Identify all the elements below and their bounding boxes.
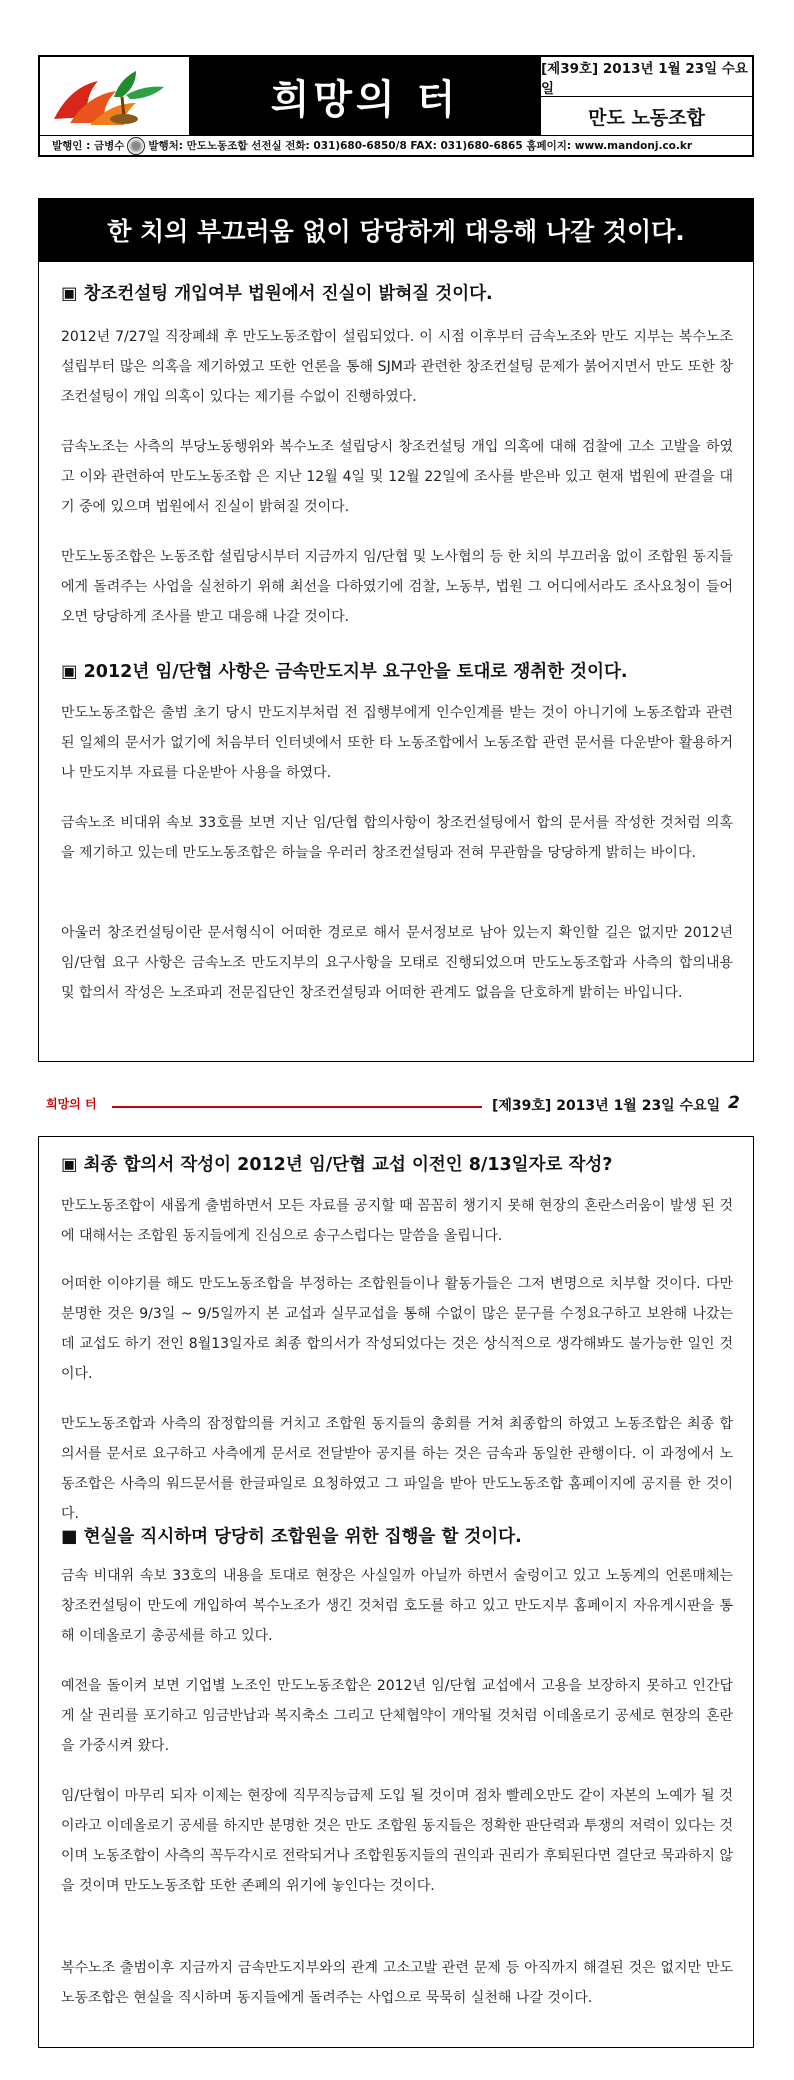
paragraph: 임/단협이 마무리 되자 이제는 현장에 직무직능급제 도입 될 것이며 점차 빨레오만도 같이 자본의 노예가 될 것이라고 이데올로기 공세를 하지만 분명한 것은 만도 조합원 동지들은 정확한 판단력과 투쟁의 저력이 있다는 것이며 노동조합이 사측의 꼭두각시로 전락되거나 조합원동지들의 권익과 권리가 후퇴된다면 결단코 묵과하지 않을 것이며 만도노동조합 또한 존폐의 위기에 놓인다는 것이다. xyxy=(61,1788,733,1894)
paragraph: 만도노동조합이 새롭게 출범하면서 모든 자료를 공지할 때 꼼꼼히 챙기지 못해 현장의 혼란스러움이 발생 된 것에 대해서는 조합원 동지들에게 진심으로 송구스럽다는 말씀을 올립니다. xyxy=(61,1198,733,1244)
union-seal-icon xyxy=(127,137,145,155)
masthead xyxy=(38,55,754,157)
headline-banner: 한 치의 부끄러움 없이 당당하게 대응해 나갈 것이다. xyxy=(38,198,754,262)
page2-article-box xyxy=(38,1136,754,2048)
page2-header-rule xyxy=(112,1106,482,1108)
page-number: 2 xyxy=(728,1093,740,1113)
paragraph: 만도노동조합은 노동조합 설립당시부터 지금까지 임/단협 및 노사협의 등 한 치의 부끄러움 없이 조합원 동지들에게 돌려주는 사업을 실천하기 위해 최선을 다하였기에 검찰, 노동부, 법원 그 어디에서라도 조사요청이 들어오면 당당하게 조사를 받고 대응해 나갈 것이다. xyxy=(61,549,733,625)
page2-header xyxy=(38,1095,754,1119)
publisher: 발행인 : 금병수 xyxy=(52,140,125,152)
page1-article-box xyxy=(38,262,754,1062)
publication-info xyxy=(40,135,752,155)
issue-info: [제39호] 2013년 1월 23일 수요일 xyxy=(540,57,752,97)
paragraph: 복수노조 출범이후 지금까지 금속만도지부와의 관계 고소고발 관련 문제 등 아직까지 해결된 것은 없지만 만도노동조합은 현실을 직시하며 동지들에게 돌려주는 사업으로 묵묵히 실천해 나갈 것이다. xyxy=(61,1960,733,2006)
section-title-final-agreement: ▣ 최종 합의서 작성이 2012년 임/단협 교섭 이전인 8/13일자로 작성? xyxy=(61,1155,613,1175)
page2-newspaper-name: 희망의 터 xyxy=(46,1097,97,1111)
section-title-reality: ■ 현실을 직시하며 당당히 조합원을 위한 집행을 할 것이다. xyxy=(61,1527,522,1547)
paragraph: 아울러 창조컨설팅이란 문서형식이 어떠한 경로로 해서 문서정보로 남아 있는지 확인할 길은 없지만 2012년 임/단협 요구 사항은 금속노조 만도지부의 요구사항을 모태로 진행되었으며 만도노동조합과 사측의 합의내용 및 합의서 작성은 노조파괴 전문집단인 창조컨설팅과 어떠한 관계도 없음을 단호하게 밝히는 바입니다. xyxy=(61,925,733,1001)
paragraph: 금속노조 비대위 속보 33호를 보면 지난 임/단협 합의사항이 창조컨설팅에서 합의 문서를 작성한 것처럼 의혹을 제기하고 있는데 만도노동조합은 하늘을 우러러 창조컨설팅과 전혀 무관함을 당당하게 밝히는 바이다. xyxy=(61,815,733,861)
paragraph: 만도노동조합과 사측의 잠정합의를 거치고 조합원 동지들의 총회를 거쳐 최종합의 하였고 노동조합은 최종 합의서를 문서로 요구하고 사측에게 문서로 전달받아 공지를 하는 것은 금속과 동일한 관행이다. 이 과정에서 노동조합은 사측의 워드문서를 한글파일로 요청하였고 그 파일을 받아 만도노동조합 홈페이지에 공지를 한 것이다. xyxy=(61,1416,733,1522)
paragraph: 어떠한 이야기를 해도 만도노동조합을 부정하는 조합원들이나 활동가들은 그저 변명으로 치부할 것이다. 다만 분명한 것은 9/3일 ~ 9/5일까지 본 교섭과 실무교섭을 통해 수없이 많은 문구를 수정요구하고 보완해 나갔는데 교섭도 하기 전인 8월13일자로 최종 합의서가 작성되었다는 것은 상식적으로 생각해봐도 불가능한 일인 것이다. xyxy=(61,1276,733,1382)
paragraph: 금속 비대위 속보 33호의 내용을 토대로 현장은 사실일까 아닐까 하면서 술렁이고 있고 노동계의 언론매체는 창조컨설팅이 만도에 개입하여 복수노조가 생긴 것처럼 호도를 하고 있고 만도지부 홈페이지 자유게시판을 통해 이데올로기 총공세를 하고 있다. xyxy=(61,1568,733,1644)
paragraph: 금속노조는 사측의 부당노동행위와 복수노조 설립당시 창조컨설팅 개입 의혹에 대해 검찰에 고소 고발을 하였고 이와 관련하여 만도노동조합 은 지난 12월 4일 및 12월 22일에 조사를 받은바 있고 현재 법원에 판결을 대기 중에 있으며 법원에서 진실이 밝혀질 것이다. xyxy=(61,439,734,515)
paragraph: 예전을 돌이켜 보면 기업별 노조인 만도노동조합은 2012년 임/단협 교섭에서 고용을 보장하지 못하고 인간답게 살 권리를 포기하고 임금반납과 복지축소 그리고 단체협약이 개악될 것처럼 이데올로기 공세로 현장의 혼란을 가중시켜 왔다. xyxy=(61,1678,733,1754)
newspaper-title: 희망의 터 xyxy=(190,57,540,135)
hope-sprout-logo-icon xyxy=(40,57,186,133)
printer-info: 발행처: 만도노동조합 선전실 전화: 031)680-6850/8 FAX: 031)680-6865 홈페이지: www.mandonj.co.kr xyxy=(148,140,693,152)
paragraph: 만도노동조합은 출범 초기 당시 만도지부처럼 전 집행부에게 인수인계를 받는 것이 아니기에 노동조합과 관련 된 일체의 문서가 없기에 처음부터 인터넷에서 또한 타 노동조합에서 노동조합 관련 문서를 다운받아 활용하거나 만도지부 자료를 다운받아 사용을 하였다. xyxy=(61,705,733,781)
paragraph: 2012년 7/27일 직장폐쇄 후 만도노동조합이 설립되었다. 이 시점 이후부터 금속노조와 만도 지부는 복수노조 설립부터 많은 의혹을 제기하였고 또한 언론을 통해 SJM과 관련한 창조컨설팅 문제가 붉어지면서 만도 또한 창조컨설팅이 개입 의혹이 있다는 제기를 수없이 진행하였다. xyxy=(61,329,733,405)
union-name: 만도 노동조합 xyxy=(540,97,752,135)
logo-cell xyxy=(40,57,190,135)
section-title-consulting: ▣ 창조컨설팅 개입여부 법원에서 진실이 밝혀질 것이다. xyxy=(61,284,493,304)
page2-issue-info: [제39호] 2013년 1월 23일 수요일 xyxy=(492,1098,721,1114)
section-title-bargaining: ▣ 2012년 임/단협 사항은 금속만도지부 요구안을 토대로 쟁취한 것이다. xyxy=(61,662,628,682)
